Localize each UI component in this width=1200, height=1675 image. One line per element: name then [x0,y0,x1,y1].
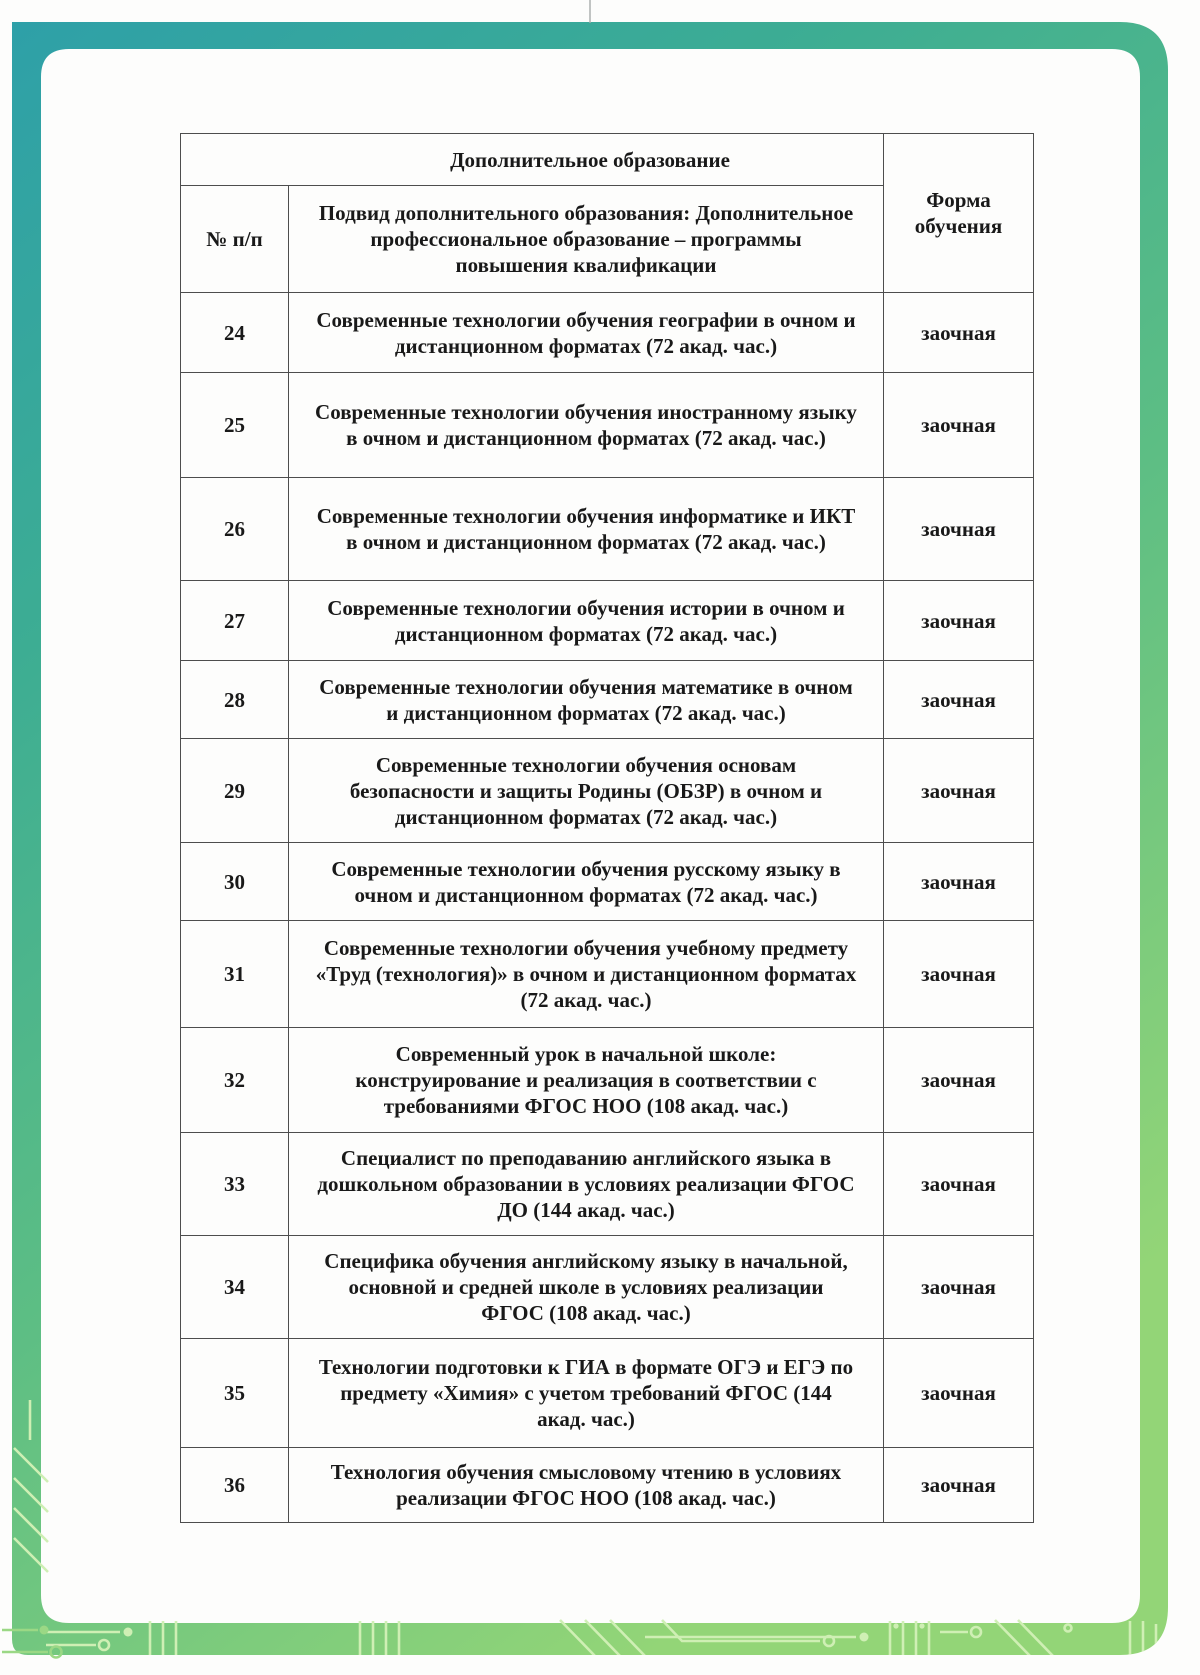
course-name-cell: Специфика обучения английскому языку в начальной, основной и средней школе в условиях реализации ФГОС (108 акад. час.) [289,1236,884,1339]
table-row [181,1028,1034,1133]
table-row [181,373,1034,478]
study-form-cell: заочная [884,293,1034,373]
table-row [181,293,1034,373]
scan-artifact [589,0,591,23]
study-form-cell: заочная [884,1448,1034,1523]
study-form-cell: заочная [884,661,1034,739]
course-name-cell: Современные технологии обучения информатике и ИКТ в очном и дистанционном форматах (72 акад. час.) [289,478,884,581]
table-row [181,921,1034,1028]
study-form-cell: заочная [884,739,1034,843]
study-form-cell: заочная [884,843,1034,921]
course-name-cell: Современные технологии обучения иностранному языку в очном и дистанционном форматах (72 акад. час.) [289,373,884,478]
course-column-header: Подвид дополнительного образования: Дополнительное профессиональное образование – программы повышения квалификации [289,186,884,293]
table-row [181,1236,1034,1339]
study-form-cell: заочная [884,1339,1034,1448]
row-number-cell: 30 [181,843,289,921]
form-column-header: Форма обучения [884,134,1034,293]
study-form-cell: заочная [884,1028,1034,1133]
study-form-cell: заочная [884,478,1034,581]
study-form-cell: заочная [884,1133,1034,1236]
table-row [181,843,1034,921]
course-name-cell: Современный урок в начальной школе: конструирование и реализация в соответствии с требованиями ФГОС НОО (108 акад. час.) [289,1028,884,1133]
row-number-cell: 29 [181,739,289,843]
table-row [181,1339,1034,1448]
table-row [181,1133,1034,1236]
course-name-cell: Технология обучения смысловому чтению в условиях реализации ФГОС НОО (108 акад. час.) [289,1448,884,1523]
study-form-cell: заочная [884,581,1034,661]
row-number-cell: 32 [181,1028,289,1133]
row-number-cell: 26 [181,478,289,581]
row-number-cell: 34 [181,1236,289,1339]
row-number-cell: 24 [181,293,289,373]
table-row [181,478,1034,581]
course-name-cell: Технологии подготовки к ГИА в формате ОГЭ и ЕГЭ по предмету «Химия» с учетом требований ФГОС (144 акад. час.) [289,1339,884,1448]
row-number-cell: 27 [181,581,289,661]
table-row [181,661,1034,739]
table-row [181,739,1034,843]
study-form-cell: заочная [884,921,1034,1028]
study-form-cell: заочная [884,1236,1034,1339]
row-number-cell: 35 [181,1339,289,1448]
table-row [181,1448,1034,1523]
table-body [181,293,1034,1523]
table-row [181,581,1034,661]
table-group-header-row [181,134,1034,186]
group-header-cell: Дополнительное образование [181,134,884,186]
row-number-cell: 31 [181,921,289,1028]
course-name-cell: Современные технологии обучения учебному предмету «Труд (технология)» в очном и дистанционном форматах (72 акад. час.) [289,921,884,1028]
row-number-cell: 33 [181,1133,289,1236]
number-column-header: № п/п [181,186,289,293]
course-name-cell: Специалист по преподаванию английского языка в дошкольном образовании в условиях реализации ФГОС ДО (144 акад. час.) [289,1133,884,1236]
course-name-cell: Современные технологии обучения основам безопасности и защиты Родины (ОБЗР) в очном и дистанционном форматах (72 акад. час.) [289,739,884,843]
row-number-cell: 36 [181,1448,289,1523]
programs-table [180,133,1034,1523]
study-form-cell: заочная [884,373,1034,478]
row-number-cell: 25 [181,373,289,478]
course-name-cell: Современные технологии обучения математике в очном и дистанционном форматах (72 акад. час.) [289,661,884,739]
course-name-cell: Современные технологии обучения истории в очном и дистанционном форматах (72 акад. час.) [289,581,884,661]
course-name-cell: Современные технологии обучения русскому языку в очном и дистанционном форматах (72 акад. час.) [289,843,884,921]
course-name-cell: Современные технологии обучения географии в очном и дистанционном форматах (72 акад. час.) [289,293,884,373]
row-number-cell: 28 [181,661,289,739]
